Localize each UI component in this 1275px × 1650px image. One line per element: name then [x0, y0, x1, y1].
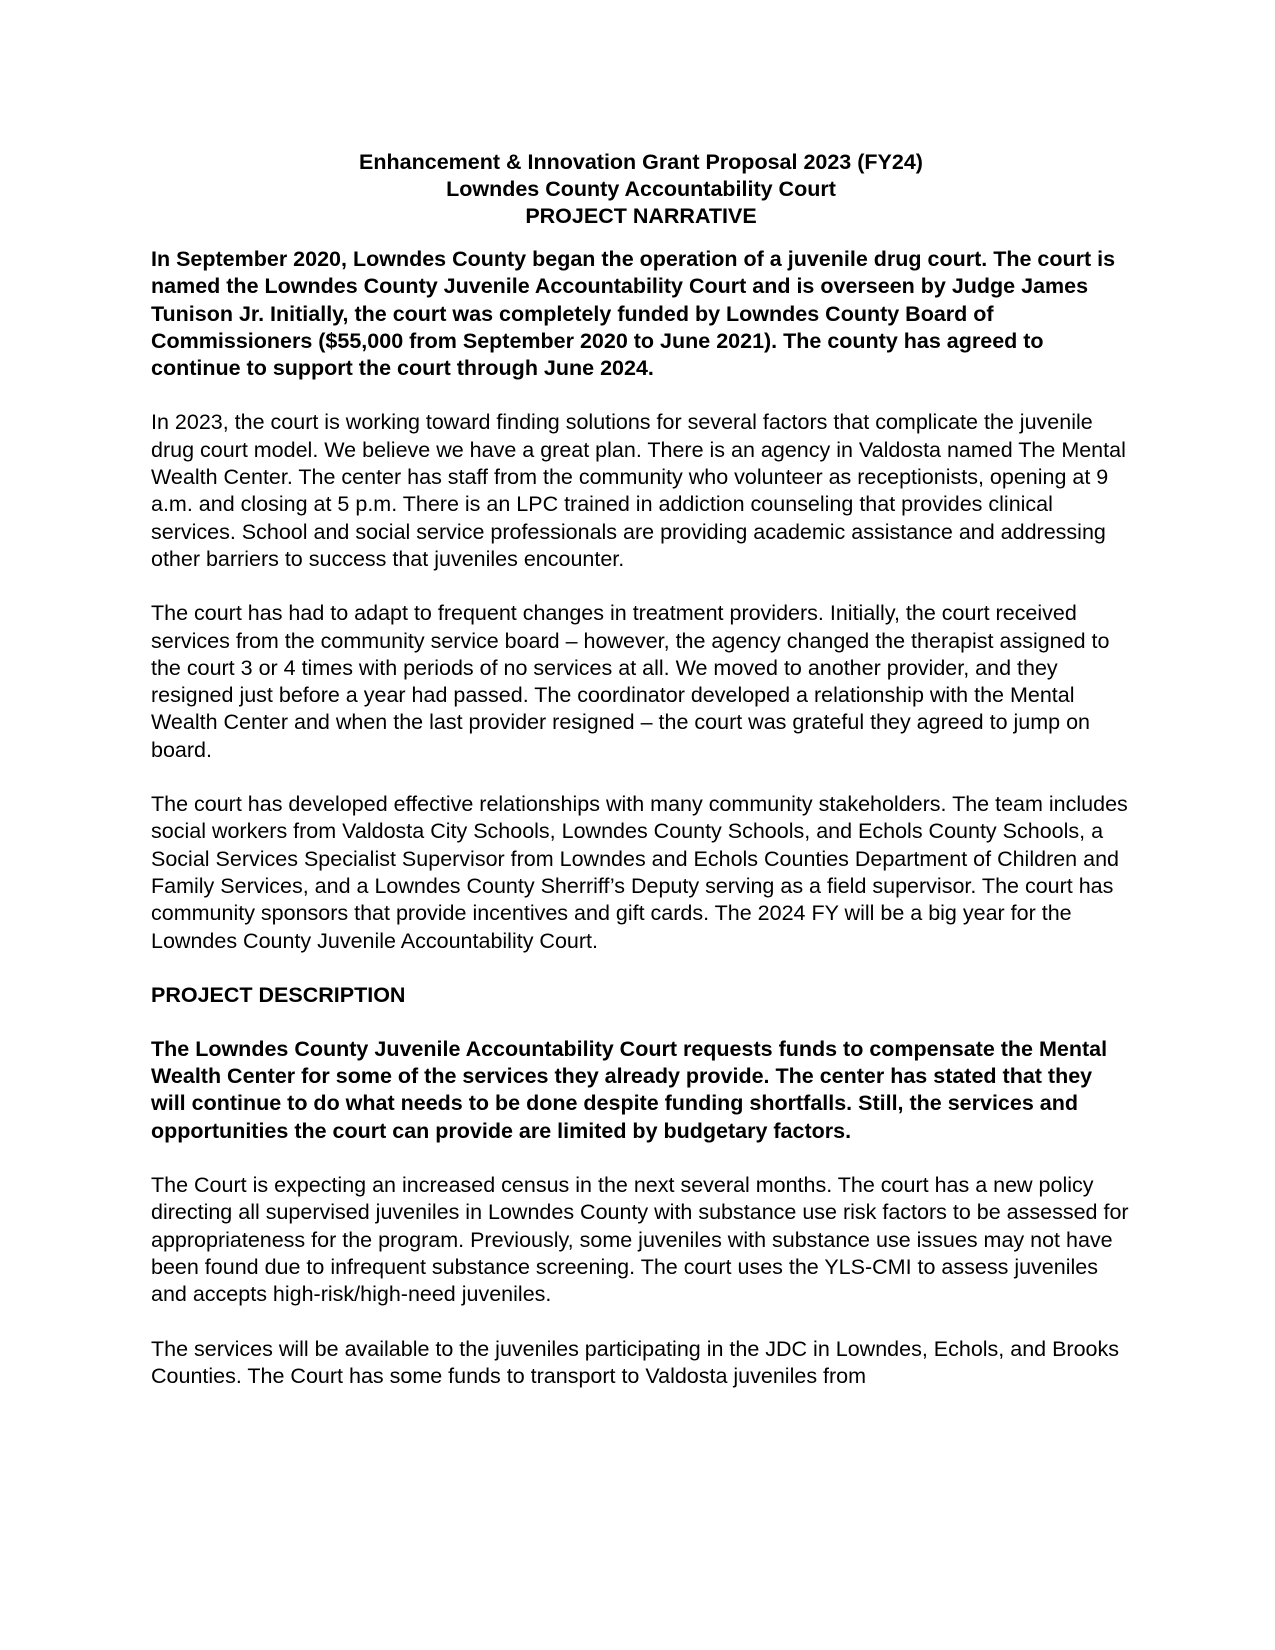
project-description-heading: PROJECT DESCRIPTION — [151, 982, 406, 1007]
document-body — [151, 149, 1131, 1417]
paragraph-provider-changes: The court has had to adapt to frequent changes in treatment providers. Initially, the court received services from the community service board – however, the agency changed the therapist assigned to the court 3 or 4 times with periods of no services at all. We moved to another provider, and they resigned just before a year had passed. The coordinator developed a relationship with the Mental Wealth Center and when the last provider resigned – the court was grateful they agreed to jump on board. — [151, 601, 1110, 762]
paragraph-census: The Court is expecting an increased census in the next several months. The court has a new policy directing all supervised juveniles in Lowndes County with substance use risk factors to be assessed for appropriateness for the program. Previously, some juveniles with substance use issues may not have been found due to infrequent substance screening. The court uses the YLS-CMI to assess juveniles and accepts high-risk/high-need juveniles. — [151, 1173, 1129, 1307]
paragraph-2023-plan: In 2023, the court is working toward finding solutions for several factors that complicate the juvenile drug court model. We believe we have a great plan. There is an agency in Valdosta named The Mental Wealth Center. The center has staff from the community who volunteer as receptionists, opening at 9 a.m. and closing at 5 p.m. There is an LPC trained in addiction counseling that provides clinical services. School and social service professionals are providing academic assistance and addressing other barriers to success that juveniles encounter. — [151, 410, 1126, 571]
funding-request-paragraph: The Lowndes County Juvenile Accountability Court requests funds to compensate the Mental Wealth Center for some of the services they already provide. The center has stated that they will continue to do what needs to be done despite funding shortfalls. Still, the services and opportunities the court can provide are limited by budgetary factors. — [151, 1036, 1108, 1143]
header-section-title: PROJECT NARRATIVE — [525, 204, 757, 228]
header-court-name: Lowndes County Accountability Court — [446, 177, 836, 201]
paragraph-stakeholders: The court has developed effective relationships with many community stakeholders. The team includes social workers from Valdosta City Schools, Lowndes County Schools, and Echols County Schools, a Social Services Specialist Supervisor from Lowndes and Echols Counties Department of Children and Family Services, and a Lowndes County Sherriff’s Deputy serving as a field supervisor. The court has community sponsors that provide incentives and gift cards. The 2024 FY will be a big year for the Lowndes County Juvenile Accountability Court. — [151, 792, 1128, 953]
header-grant-title: Enhancement & Innovation Grant Proposal 2023 (FY24) — [359, 150, 923, 174]
intro-paragraph: In September 2020, Lowndes County began the operation of a juvenile drug court. The court is named the Lowndes County Juvenile Accountability Court and is overseen by Judge James Tunison Jr. Initially, the court was completely funded by Lowndes County Board of Commissioners ($55,000 from September 2020 to June 2021). The county has agreed to continue to support the court through June 2024. — [151, 247, 1116, 381]
document-header — [151, 149, 1131, 230]
paragraph-services: The services will be available to the juveniles participating in the JDC in Lowndes, Echols, and Brooks Counties. The Court has some funds to transport to Valdosta juveniles from — [151, 1336, 1120, 1388]
